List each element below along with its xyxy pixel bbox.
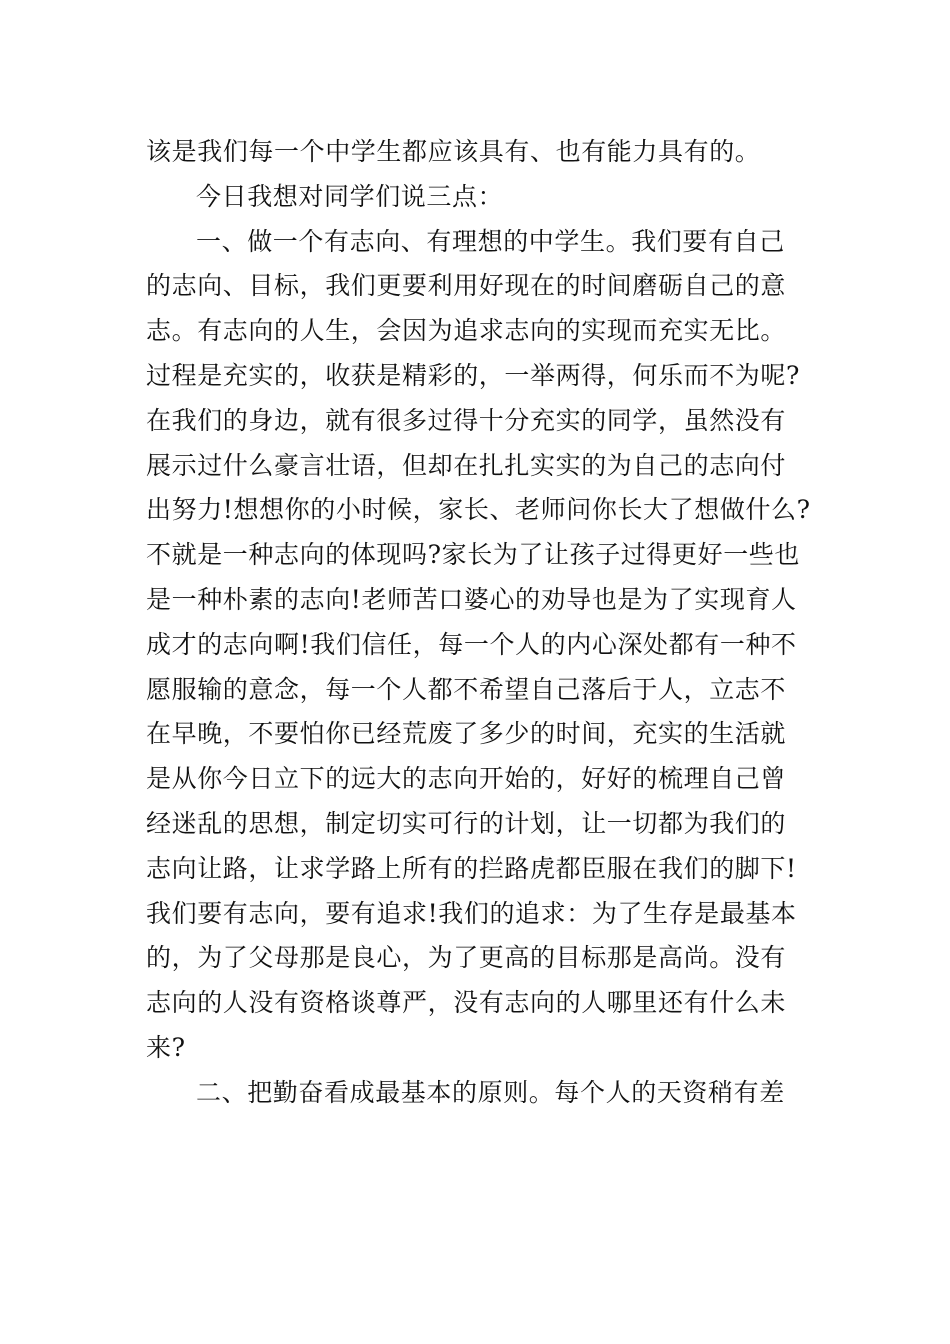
text-line: 经迷乱的思想，制定切实可行的计划，让一切都为我们的 bbox=[146, 808, 787, 838]
body-text bbox=[146, 130, 826, 1116]
text-line: 今日我想对同学们说三点： bbox=[196, 181, 504, 211]
text-line: 在我们的身边，就有很多过得十分充实的同学，虽然没有 bbox=[146, 405, 787, 435]
text-line: 的志向、目标，我们更要利用好现在的时间磨砺自己的意 bbox=[146, 271, 787, 301]
text-line: 在早晚，不要怕你已经荒废了多少的时间，充实的生活就 bbox=[146, 719, 787, 749]
text-line: 该是我们每一个中学生都应该具有、也有能力具有的。 bbox=[146, 137, 761, 166]
text-line: 过程是充实的，收获是精彩的，一举两得，何乐而不为呢? bbox=[146, 360, 801, 390]
text-line: 我们要有志向，要有追求!我们的追求：为了生存是最基本 bbox=[146, 898, 797, 928]
text-line: 不就是一种志向的体现吗?家长为了让孩子过得更好一些也 bbox=[146, 540, 801, 570]
text-line: 的，为了父母那是良心，为了更高的目标那是高尚。没有 bbox=[146, 943, 787, 973]
text-line: 志向让路，让求学路上所有的拦路虎都臣服在我们的脚下! bbox=[146, 853, 797, 883]
text-line: 二、把勤奋看成最基本的原则。每个人的天资稍有差 bbox=[196, 1077, 785, 1107]
text-line: 出努力!想想你的小时候，家长、老师问你长大了想做什么? bbox=[146, 495, 811, 525]
text-line: 展示过什么豪言壮语，但却在扎扎实实的为自己的志向付 bbox=[146, 450, 787, 480]
text-line: 志向的人没有资格谈尊严，没有志向的人哪里还有什么未 bbox=[146, 988, 787, 1018]
text-line: 一、做一个有志向、有理想的中学生。我们要有自己 bbox=[196, 226, 785, 256]
text-line: 来? bbox=[146, 1032, 186, 1062]
text-line: 是一种朴素的志向!老师苦口婆心的劝导也是为了实现育人 bbox=[146, 584, 797, 614]
text-line: 成才的志向啊!我们信任，每一个人的内心深处都有一种不 bbox=[146, 629, 797, 659]
text-line: 志。有志向的人生，会因为追求志向的实现而充实无比。 bbox=[146, 316, 787, 346]
text-line: 是从你今日立下的远大的志向开始的，好好的梳理自己曾 bbox=[146, 764, 787, 794]
text-line: 愿服输的意念，每一个人都不希望自己落后于人，立志不 bbox=[146, 674, 787, 704]
